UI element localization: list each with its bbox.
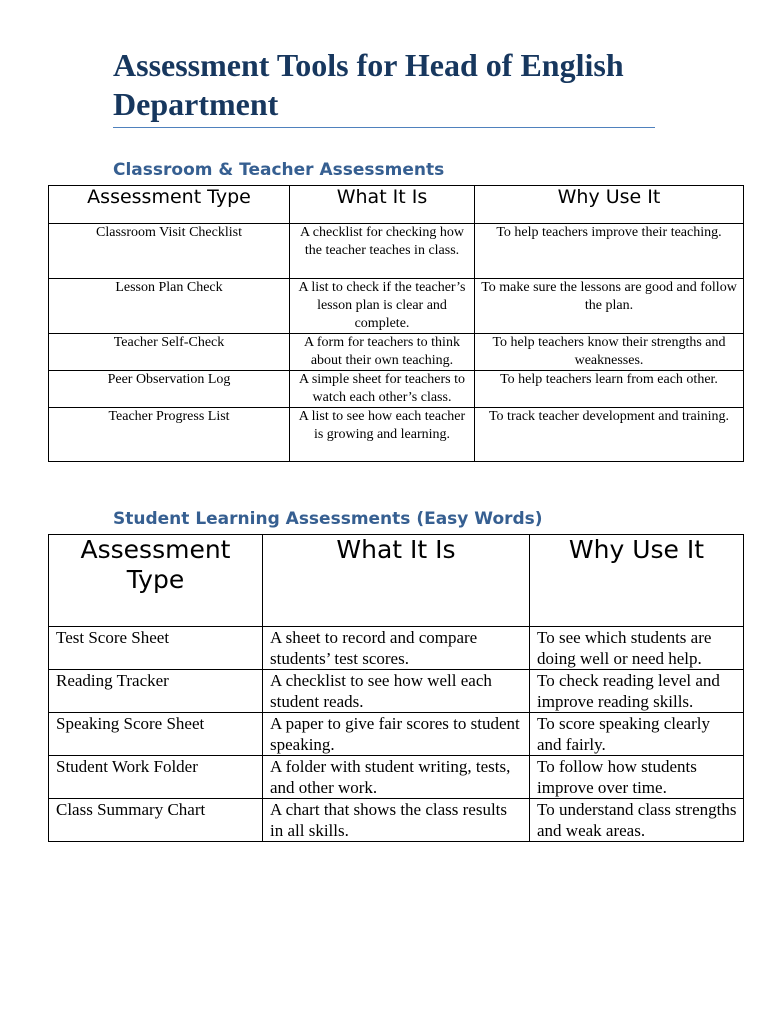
cell-why-use-it: To help teachers improve their teaching. [475,224,744,279]
cell-why-use-it: To understand class strengths and weak areas. [530,799,744,842]
table-row [49,756,744,799]
cell-why-use-it: To check reading level and improve reading skills. [530,670,744,713]
cell-why-use-it: To help teachers know their strengths and weaknesses. [475,334,744,371]
cell-assessment-type: Reading Tracker [49,670,263,713]
cell-assessment-type: Teacher Progress List [49,408,290,462]
column-header-why-use-it: Why Use It [530,535,744,627]
table-row [49,371,744,408]
cell-assessment-type: Speaking Score Sheet [49,713,263,756]
table-row [49,224,744,279]
column-header-assessment-type: Assessment Type [49,186,290,224]
table-header-row [49,535,744,627]
cell-what-it-is: A list to check if the teacher’s lesson plan is clear and complete. [290,279,475,334]
table-row [49,670,744,713]
table-row [49,408,744,462]
section-heading-student-assessments: Student Learning Assessments (Easy Words) [113,509,543,529]
cell-why-use-it: To make sure the lessons are good and follow the plan. [475,279,744,334]
cell-why-use-it: To help teachers learn from each other. [475,371,744,408]
cell-what-it-is: A list to see how each teacher is growing and learning. [290,408,475,462]
column-header-why-use-it: Why Use It [475,186,744,224]
cell-assessment-type: Peer Observation Log [49,371,290,408]
table-row [49,627,744,670]
cell-what-it-is: A chart that shows the class results in all skills. [263,799,530,842]
cell-what-it-is: A form for teachers to think about their own teaching. [290,334,475,371]
table-row [49,713,744,756]
cell-why-use-it: To score speaking clearly and fairly. [530,713,744,756]
cell-why-use-it: To track teacher development and training. [475,408,744,462]
cell-what-it-is: A sheet to record and compare students’ test scores. [263,627,530,670]
cell-what-it-is: A simple sheet for teachers to watch each other’s class. [290,371,475,408]
cell-assessment-type: Class Summary Chart [49,799,263,842]
cell-assessment-type: Classroom Visit Checklist [49,224,290,279]
cell-what-it-is: A folder with student writing, tests, and other work. [263,756,530,799]
column-header-what-it-is: What It Is [263,535,530,627]
table-row [49,334,744,371]
column-header-assessment-type: Assessment Type [49,535,263,627]
student-assessments-table [48,534,744,842]
cell-assessment-type: Test Score Sheet [49,627,263,670]
title-underline [113,127,655,128]
cell-what-it-is: A paper to give fair scores to student speaking. [263,713,530,756]
cell-why-use-it: To see which students are doing well or need help. [530,627,744,670]
cell-assessment-type: Lesson Plan Check [49,279,290,334]
cell-why-use-it: To follow how students improve over time. [530,756,744,799]
table-row [49,799,744,842]
cell-what-it-is: A checklist for checking how the teacher teaches in class. [290,224,475,279]
page-title: Assessment Tools for Head of English Department [113,47,624,122]
cell-what-it-is: A checklist to see how well each student reads. [263,670,530,713]
cell-assessment-type: Teacher Self-Check [49,334,290,371]
column-header-what-it-is: What It Is [290,186,475,224]
table-row [49,279,744,334]
section-heading-teacher-assessments: Classroom & Teacher Assessments [113,160,445,180]
cell-assessment-type: Student Work Folder [49,756,263,799]
teacher-assessments-table [48,185,744,462]
table-header-row [49,186,744,224]
